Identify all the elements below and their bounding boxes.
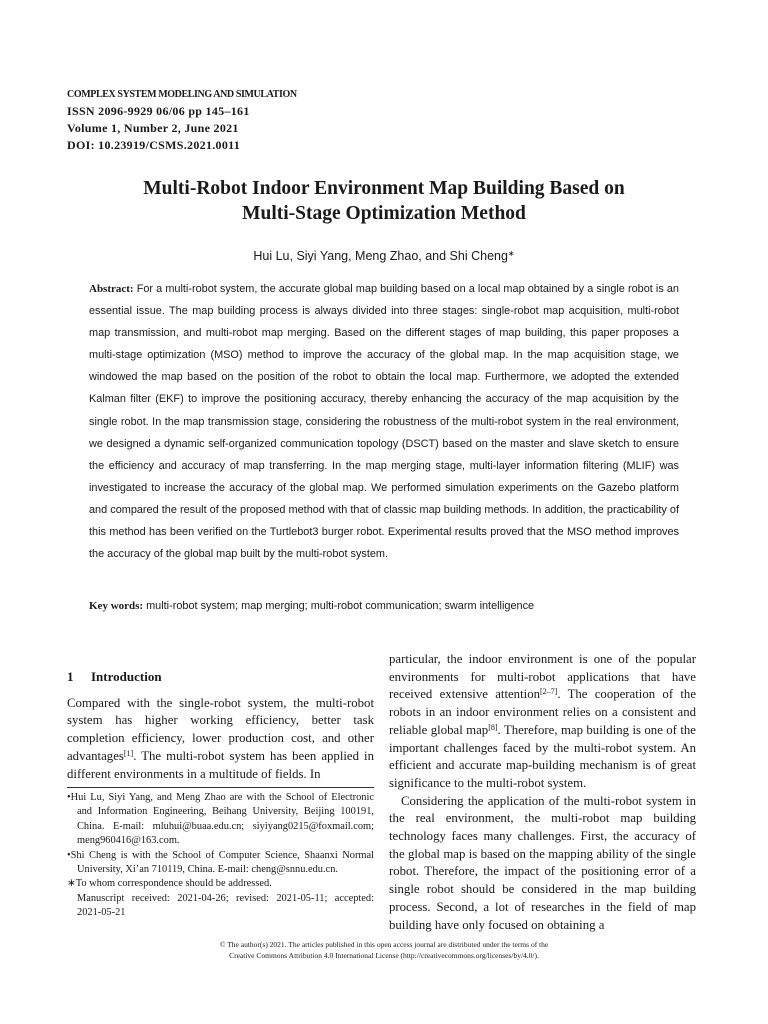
- license-line-2[interactable]: Creative Commons Attribution 4.0 International License (http://creativecommons.org/licenses/by/4.0/).: [229, 951, 539, 960]
- doi-line: DOI: 10.23919/CSMS.2021.0011: [67, 138, 241, 152]
- abstract-text: For a multi-robot system, the accurate global map building based on a local map obtained by a single robot is an essential issue. The map building process is always divided into three stages: single-robot map acquisition, multi-robot map transmission, and multi-robot map merging. Based on the different stages of map building, this paper proposes a multi-stage optimization (MSO) method to improve the accuracy of the global map. In the map acquisition stage, we windowed the map based on the position of the robot to obtain the local map. Furthermore, we adopted the extended Kalman filter (EKF) to improve the positioning accuracy, thereby enhancing the accuracy of the map acquisition by the single robot. In the map transmission stage, considering the robustness of the multi-robot system in the real environment, we designed a dynamic self-organized communication topology (DSCT) based on the master and slave sketch to ensure the efficiency and accuracy of map transferring. In the map merging stage, multi-layer information filtering (MLIF) was investigated to increase the accuracy of the global map. We performed simulation experiments on the Gazebo platform and compared the result of the proposed method with that of classic map building methods. In addition, the practicability of this method has been verified on the Turtlebot3 burger robot. Experimental results proved that the MSO method improves the accuracy of the global map built by the multi-robot system.: [89, 283, 679, 561]
- intro-p2-text-a: particular, the indoor environment is one of the popular environments for multi-robot applications that have received extensive attention: [389, 652, 696, 702]
- section-title: Introduction: [91, 669, 162, 684]
- footnote-text: Shi Cheng is with the School of Computer Science, Shaanxi Normal University, Xi’an 710119, China. E-mail: cheng@snnu.edu.cn.: [70, 849, 374, 876]
- license-text-1: The author(s) 2021. The articles published in this open access journal are distributed under the terms of the: [227, 940, 549, 949]
- right-column: [389, 651, 696, 934]
- asterisk-icon: ∗: [67, 878, 76, 890]
- journal-name: COMPLEX SYSTEM MODELING AND SIMULATION: [67, 89, 297, 100]
- section-number: 1: [67, 669, 74, 684]
- footnote-affiliation-2: [67, 849, 374, 878]
- footnotes: [67, 787, 374, 921]
- intro-paragraph-1: [67, 695, 374, 784]
- license-line-1: [0, 939, 768, 950]
- abstract: [89, 278, 679, 565]
- paper-title: [0, 176, 768, 226]
- author-names: Hui Lu, Siyi Yang, Meng Zhao, and Shi Cheng: [253, 249, 508, 263]
- copyright-icon: ©: [219, 940, 226, 949]
- footnote-text: To whom correspondence should be addressed.: [75, 878, 272, 890]
- footnote-affiliation-1: [67, 791, 374, 849]
- intro-p1-text-b: . The multi-robot system has been applied in different environments in a multitude of fields. In: [67, 748, 374, 781]
- bullet-icon: •: [67, 792, 71, 803]
- journal-header: [67, 86, 297, 154]
- license-notice: [0, 939, 768, 961]
- title-line-2: Multi-Stage Optimization Method: [242, 203, 526, 224]
- intro-paragraph-2: [389, 651, 696, 793]
- keywords-text: multi-robot system; map merging; multi-robot communication; swarm intelligence: [146, 600, 535, 612]
- manuscript-dates: Manuscript received: 2021-04-26; revised: 2021-05-11; accepted: 2021-05-21: [77, 892, 374, 919]
- section-heading: [67, 668, 374, 686]
- footnote-text: Hui Lu, Siyi Yang, and Meng Zhao are with the School of Electronic and Information Engineering, Beihang University, Beijing 100191, China. E-mail: mluhui@buaa.edu.cn; siyiyang0215@foxmail.com; meng960416@163.com.: [70, 792, 374, 847]
- abstract-label: Abstract:: [89, 283, 134, 295]
- keywords-label: Key words:: [89, 600, 144, 612]
- citation[interactable]: [8]: [488, 722, 498, 732]
- volume-line: Volume 1, Number 2, June 2021: [67, 121, 239, 135]
- bullet-icon: •: [67, 849, 71, 861]
- keywords: [89, 600, 679, 612]
- intro-p2-text-c: . Therefore, map building is one of the important challenges faced by the multi-robot system. An efficient and accurate map-building mechanism is of great significance to the multi-robot system.: [389, 722, 696, 790]
- intro-p2-text-b: . The cooperation of the robots in an indoor environment relies on a consistent and reliable global map: [389, 687, 696, 737]
- title-line-1: Multi-Robot Indoor Environment Map Building Based on: [143, 178, 625, 199]
- left-column: [67, 668, 374, 783]
- footnote-correspondence: [67, 877, 374, 891]
- issn-line: ISSN 2096-9929 06/06 pp 145–161: [67, 104, 250, 118]
- citation[interactable]: [1]: [123, 748, 134, 758]
- intro-p1-text-a: Compared with the single-robot system, the multi-robot system has higher working efficiency, better task completion efficiency, lower production cost, and other advantages: [67, 695, 374, 763]
- corresponding-mark: ∗: [507, 249, 515, 258]
- author-list: [0, 249, 768, 263]
- citation[interactable]: [2–7]: [540, 687, 558, 697]
- intro-paragraph-3: Considering the application of the multi-robot system in the real environment, the multi-robot map building technology faces many challenges. First, the accuracy of the global map is based on the mapping ability of the single robot. Therefore, the impact of the positioning error of a single robot should be considered in the map building process. Second, a lot of researches in the field of map building have only focused on obtaining a: [389, 793, 696, 932]
